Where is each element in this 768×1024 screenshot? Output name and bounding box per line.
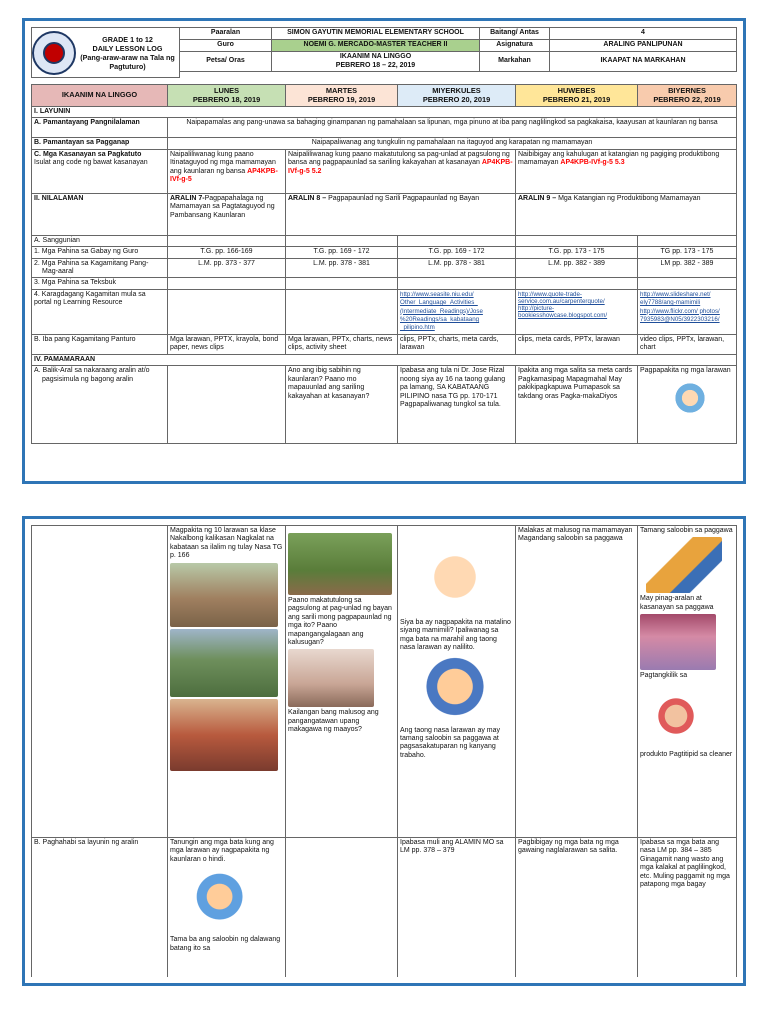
nilalaman-mon	[168, 193, 286, 235]
week-header: IKAANIM NA LINGGO	[32, 85, 168, 107]
day-header-thu	[516, 85, 638, 107]
wed-q2-text: Ang taong nasa larawan ay may tamang saloobin sa paggawa at pagsasakatuparan ng kanyang trabaho.	[400, 726, 501, 759]
balik-wed: Ipabasa ang tula ni Dr. Jose Rizal noong siya ay 16 na taong gulang pa lamang, SA KABATAANG PILIPINO nasa TG pp. 170-171 Pagpapaliwanag tungkol sa tula.	[398, 366, 516, 444]
link-wed[interactable]: http://www.seasite.niu.edu/ Other_Language_Activities_ (Intermediate_Readings)/Jose %20Readings/sa_kabataang _pilipino.htm	[400, 290, 483, 332]
nil-thufri-bold: ARALIN 9 –	[518, 194, 557, 202]
kagamitang-line2: Mag-aaral	[42, 268, 74, 276]
kas-mon-text: Naipaliliwanag kung paano Itinataguyod ng mga mamamayan ang kaunlaran ng bansa	[170, 150, 276, 175]
label-sanggunian: A. Sanggunian	[32, 235, 168, 246]
nil-tuewed-bold: ARALIN 8 –	[288, 194, 327, 202]
day-name: HUWEBES	[557, 86, 596, 96]
value-petsa-line1: IKAANIM NA LINGGO	[339, 53, 412, 61]
label-asignatura: Asignatura	[480, 40, 550, 52]
label-nilalaman: II. NILALAMAN	[32, 193, 168, 235]
label-karagdagan: 4. Karagdagang Kagamitan mula sa portal ng Learning Resource	[32, 289, 168, 334]
label-kagamitang	[32, 258, 168, 278]
crafts-picture-icon	[640, 614, 716, 670]
balik-line2: pagsisimula ng bagong aralin	[42, 375, 134, 383]
p2-thu-top: Malakas at malusog na mamamayan Magandang saloobin sa paggawa	[516, 526, 638, 838]
kagamitang-line1: 2. Mga Pahina sa Kagamitang Pang-	[34, 259, 149, 267]
worker-picture-icon	[646, 537, 722, 593]
balik-line1: A. Balik-Aral sa nakaraang aralin at/o	[34, 367, 150, 375]
hab-thu: Pagbibigay ng mga bata ng mga gawaing naglalarawan sa salita.	[516, 838, 638, 978]
kasanayan-sub: Isulat ang code ng bawat kasanayan	[34, 159, 148, 167]
p2-mon-top	[168, 526, 286, 838]
classroom-picture-icon	[170, 699, 278, 771]
nil-thufri-text: Mga Katangian ng Produktibong Mamamayan	[556, 194, 701, 202]
deped-seal-icon	[32, 31, 76, 75]
kasanayan-title: C. Mga Kasanayan sa Pagkatuto	[34, 150, 142, 158]
label-baitang: Baitang/ Antas	[480, 28, 550, 40]
nilalaman-thu-fri	[516, 193, 737, 235]
gabay-wed: T.G. pp. 169 - 172	[398, 247, 516, 258]
label-gabay: 1. Mga Pahina sa Gabay ng Guro	[32, 247, 168, 258]
value-petsa	[272, 52, 480, 72]
sick-picture-icon	[288, 649, 374, 707]
kas-tuewed-code: AP4KPB-IVf-g-5 5.2	[288, 159, 513, 175]
label-paaralan: Paaralan	[180, 28, 272, 40]
kagamitang-fri: LM pp. 382 - 389	[638, 258, 737, 278]
day-name: BIYERNES	[668, 86, 706, 96]
balik-tue: Ano ang ibig sabihin ng kaunlaran? Paano mo mapauunlad ang sariling kakayahan at kasanayan?	[286, 366, 398, 444]
hab-mon	[168, 838, 286, 978]
hab-fri: Ipabasa sa mga bata ang nasa LM pp. 384 – 385 Ginagamit nang wasto ang mga kalakal at paglilingkod, etc. Muling paggamit ng mga patapong mga bagay	[638, 838, 737, 978]
label-kasanayan	[32, 149, 168, 193]
value-baitang: 4	[550, 28, 737, 40]
label-iba: B. Iba pang Kagamitang Panturo	[32, 334, 168, 354]
day-header-tue	[286, 85, 398, 107]
kas-tuewed-text: Naipaliliwanag kung paano makatutulong sa pag-unlad at pagsulong ng bansa ang pagpapaunlad sa sariling kakayahan at kasanayan	[288, 150, 510, 167]
kas-thufri-text: Naibibigay ang kahulugan at katangian ng pagiging produktibong mamamayan	[518, 150, 720, 167]
hab-wed: Ipabasa muli ang ALAMIN MO sa LM pp. 378 – 379	[398, 838, 516, 978]
lesson-table-2	[31, 525, 737, 977]
day-date: PEBRERO 19, 2019	[307, 94, 376, 104]
label-pamantayan: A. Pamantayang Pangnilalaman	[32, 118, 168, 138]
kas-thufri-code: AP4KPB-IVf-g-5 5.3	[560, 159, 625, 167]
value-markahan: IKAAPAT NA MARKAHAN	[550, 52, 737, 72]
nil-mon-text: Pagpapahalaga ng Mamamayan sa Pagtataguyod ng Pambansang Kaunlaran	[170, 194, 275, 219]
thinking-boy-icon	[400, 655, 510, 725]
label-guro: Guro	[180, 40, 272, 52]
p2-fri-top	[638, 526, 737, 838]
gabay-thu: T.G. pp. 173 - 175	[516, 247, 638, 258]
farmer-picture-icon	[170, 563, 278, 627]
kasanayan-thu-fri	[516, 149, 737, 193]
hab-mon2-text: Tama ba ang saloobin ng dalawang batang ito sa	[170, 936, 281, 952]
link-thu-2[interactable]: http://picture-bookiesshowcase.blogspot.com/	[518, 304, 608, 319]
iba-tue: Mga larawan, PPTx, charts, news clips, activity sheet	[286, 334, 398, 354]
teacher-picture-icon	[660, 378, 720, 418]
label-markahan: Markahan	[480, 52, 550, 72]
value-paaralan: SIMON GAYUTIN MEMORIAL ELEMENTARY SCHOOL	[272, 28, 480, 40]
iba-wed: clips, PPTx, charts, meta cards, larawan	[398, 334, 516, 354]
dll-sub-label: (Pang-araw-araw na Tala ng Pagtuturo)	[80, 52, 175, 71]
kagamitang-tue: L.M. pp. 378 - 381	[286, 258, 398, 278]
fri-mid-text: May pinag-aralan at kasanayan sa paggawa	[640, 595, 714, 611]
iba-fri: video clips, PPTx, larawan, chart	[638, 334, 737, 354]
day-date: PEBRERO 20, 2019	[422, 94, 491, 104]
day-date: PEBRERO 18, 2019	[192, 94, 261, 104]
header-table	[31, 27, 737, 78]
lesson-log-page-1	[22, 18, 746, 484]
dll-label: DAILY LESSON LOG	[92, 43, 163, 53]
p2-wed-top	[398, 526, 516, 838]
kagamitang-mon: L.M. pp. 373 - 377	[168, 258, 286, 278]
grade-label: GRADE 1 to 12	[102, 34, 153, 44]
nil-mon-bold: ARALIN 7-	[170, 194, 205, 202]
iba-thu: clips, meta cards, PPTx, larawan	[516, 334, 638, 354]
lesson-log-page-2	[22, 516, 746, 986]
kas-mon-code: AP4KPB-IVf-g-5	[170, 167, 278, 184]
gabay-fri: TG pp. 173 - 175	[638, 247, 737, 258]
balik-thu: Ipakita ang mga salita sa meta cards Pagkamasipag Mapagmahal May pakikipagkapuwa Pumapasok sa takdang oras Pagka-makaDiyos	[516, 366, 638, 444]
balik-fri-text: Pagpapakita ng mga larawan	[640, 367, 731, 375]
fri-top-text: Tamang saloobin sa paggawa	[640, 527, 733, 534]
kids-picture-icon	[288, 533, 392, 595]
day-header-mon	[168, 85, 286, 107]
mon-top-text: Magpakita ng 10 larawan sa klase Nakalbong kalikasan Nagkalat na kabataan sa ilalim ng tulay Nasa TG p. 166	[170, 527, 283, 560]
kasanayan-mon	[168, 149, 286, 193]
kasanayan-tue-wed	[286, 149, 516, 193]
p2-tue-top	[286, 526, 398, 838]
wed-q1-text: Siya ba ay nagpapakita na matalino siyang mamimili? Ipaliwanag sa mga bata na marahil ang taong nasa larawan ay nalilito.	[400, 619, 511, 652]
pamantayan-text: Naipapamalas ang pang-unawa sa bahaging ginampanan ng pamahalaan sa lipunan, mga pinuno at iba pang naglilingkod sa pagkakaisa, kaayusan at kaunlaran ng bansa	[168, 118, 737, 138]
confused-person-icon	[400, 537, 510, 617]
cleaning-picture-icon	[644, 683, 708, 749]
label-balik	[32, 366, 168, 444]
value-guro: NOEMI G. MERCADO-MASTER TEACHER II	[272, 40, 480, 52]
balik-fri	[638, 366, 737, 444]
kagamitang-wed: L.M. pp. 378 - 381	[398, 258, 516, 278]
value-petsa-line2: PEBRERO 18 – 22, 2019	[335, 61, 416, 69]
value-asignatura: ARALING PANLIPUNAN	[550, 40, 737, 52]
fri-mid2-text: Pagtangkilik sa	[640, 672, 688, 680]
label-teksbuk: 3. Mga Pahina sa Teksbuk	[32, 278, 168, 289]
field-picture-icon	[170, 629, 278, 697]
iba-mon: Mga larawan, PPTX, krayola, bond paper, news clips	[168, 334, 286, 354]
gabay-mon: T.G. pp. 166-169	[168, 247, 286, 258]
nil-tuewed-text: Pagpapaunlad ng Sarili Pagpapaunlad ng Bayan	[326, 194, 480, 202]
fighting-kids-icon	[186, 866, 270, 934]
day-name: MIYERKULES	[432, 86, 481, 96]
section-layunin: I. LAYUNIN	[32, 107, 737, 118]
day-date: PEBRERO 22, 2019	[653, 94, 721, 104]
fri-bot-text: produkto Pagtitipid sa cleaner	[640, 750, 733, 758]
label-petsa: Petsa/ Oras	[180, 52, 272, 72]
lesson-table-1	[31, 84, 737, 444]
gabay-tue: T.G. pp. 169 - 172	[286, 247, 398, 258]
link-thu-1[interactable]: http://www.quote-trade-service.com.au/carpenterquote/	[518, 290, 605, 305]
label-paghahabi: B. Paghahabi sa layunin ng aralin	[32, 838, 168, 978]
day-name: LUNES	[213, 86, 240, 96]
nilalaman-tue-wed	[286, 193, 516, 235]
day-header-fri	[638, 85, 737, 107]
kagamitang-thu: L.M. pp. 382 - 389	[516, 258, 638, 278]
label-pagganap: B. Pamantayan sa Pagganap	[32, 138, 168, 149]
day-name: MARTES	[325, 86, 358, 96]
section-pamamaraan: IV. PAMAMARAAN	[32, 354, 737, 365]
day-date: PEBRERO 21, 2019	[542, 94, 611, 104]
pagganap-text: Naipapaliwanag ang tungkulin ng pamahalaan na itaguyod ang karapatan ng mamamayan	[168, 138, 737, 149]
tue-q1-text: Paano makatutulong sa pagsulong at pag-unlad ng bayan ang sarili mong pagpapaunlad ng mga ito? Paano mapangangalagaan ang kalusugan?	[288, 597, 392, 647]
link-fri[interactable]: http://www.slideshare.net/ ely7788/ang-mamimili http://www.flickr.com/ photos/ 7935983@N05/3922303216/	[640, 290, 720, 324]
tue-q2-text: Kailangan bang malusog ang pangangatawan upang makagawa ng maayos?	[288, 709, 379, 734]
hab-mon-text: Tanungin ang mga bata kung ang mga larawan ay nagpapakita ng kaunlaran o hindi.	[170, 839, 274, 863]
day-header-wed	[398, 85, 516, 107]
